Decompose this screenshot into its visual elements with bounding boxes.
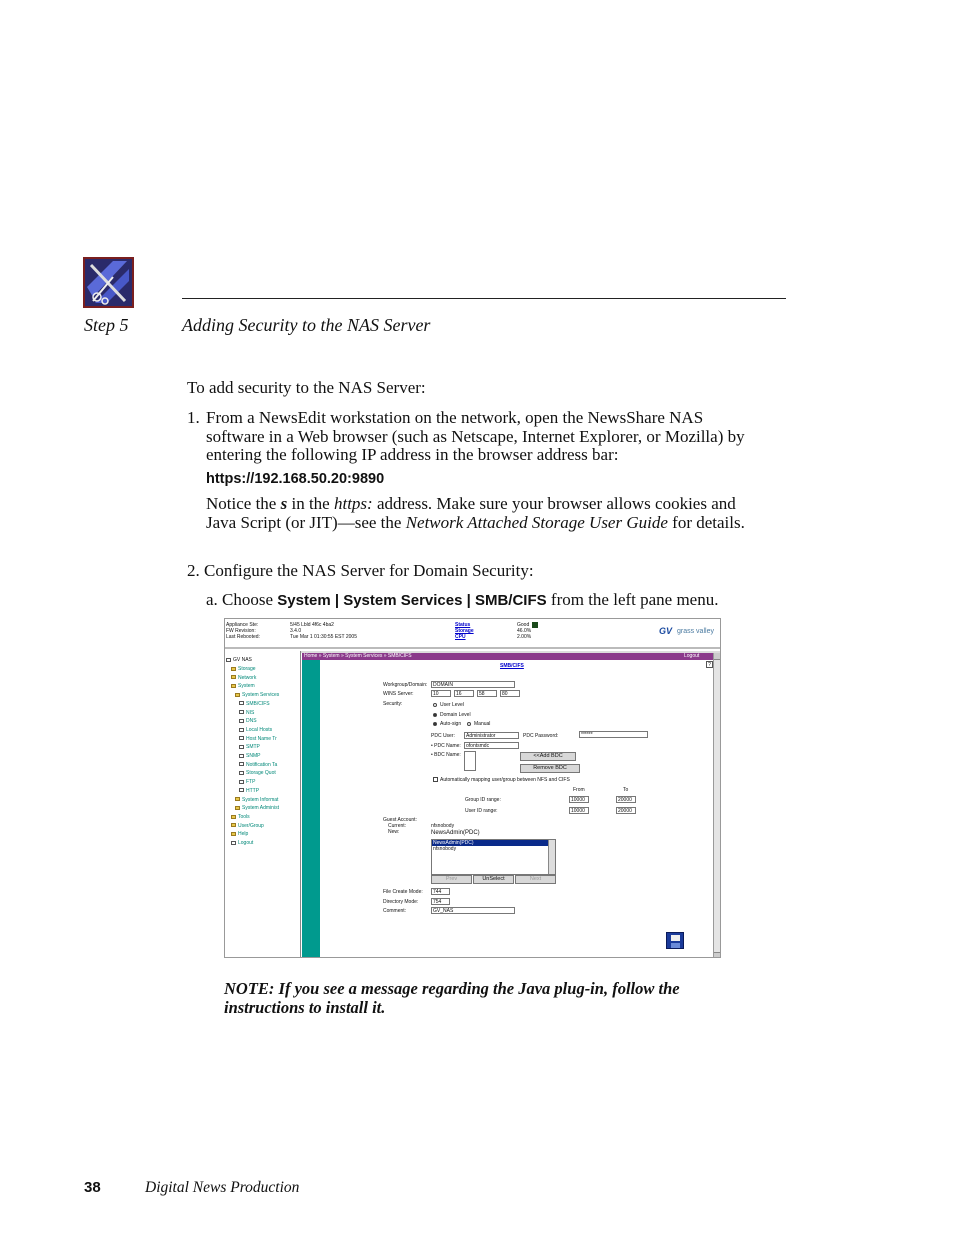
list-item-2: 2. Configure the NAS Server for Domain Security: bbox=[187, 561, 534, 580]
pdc-password-label: PDC Password: bbox=[523, 733, 559, 739]
cpu-percent: 2.00% bbox=[517, 634, 532, 640]
tree-item[interactable] bbox=[239, 753, 260, 759]
notice-text: for details. bbox=[667, 512, 745, 532]
status-link[interactable]: Status bbox=[455, 622, 471, 628]
intro-text: To add security to the NAS Server: bbox=[187, 378, 426, 397]
chapter-logo-icon bbox=[83, 257, 134, 308]
folder-icon bbox=[235, 693, 240, 697]
tree-item[interactable] bbox=[231, 683, 255, 689]
subitem-text: from the left pane menu. bbox=[546, 590, 719, 609]
group-from-input[interactable]: 10000 bbox=[569, 796, 589, 803]
user-range-label: User ID range: bbox=[465, 808, 498, 814]
user-to-input[interactable]: 20000 bbox=[616, 807, 636, 814]
tree-item-label: Logout bbox=[238, 840, 254, 846]
scroll-up-icon[interactable] bbox=[714, 653, 721, 660]
tree-item[interactable] bbox=[231, 675, 256, 681]
nas-screenshot bbox=[224, 618, 721, 958]
domain-level-radio[interactable] bbox=[433, 712, 471, 718]
wins-label: WINS Server: bbox=[383, 691, 414, 697]
status-indicator-icon bbox=[532, 622, 538, 628]
workgroup-label: Workgroup/Domain: bbox=[383, 682, 428, 688]
breadcrumb-bar bbox=[302, 653, 713, 660]
list-subitem-a bbox=[206, 591, 718, 611]
menu-path: System | System Services | SMB/CIFS bbox=[277, 592, 547, 609]
notice-text: in the bbox=[287, 494, 334, 513]
notice-https: https: bbox=[333, 494, 373, 513]
tree-item-label: Help bbox=[238, 831, 249, 838]
checkbox-label: Automatically mapping user/group between NFS and CIFS bbox=[440, 777, 570, 783]
radio-label: Manual bbox=[474, 721, 491, 727]
brand-name: grass valley bbox=[677, 628, 714, 635]
file-mode-label: File Create Mode: bbox=[383, 889, 423, 895]
folder-icon bbox=[231, 675, 236, 679]
page-icon bbox=[231, 841, 236, 845]
notice-paragraph bbox=[206, 495, 746, 532]
unselect-button[interactable]: UnSelect bbox=[473, 875, 514, 884]
tree-item[interactable] bbox=[239, 718, 257, 724]
pdc-name-label: • PDC Name: bbox=[431, 743, 461, 749]
teal-sidebar bbox=[302, 653, 320, 958]
status-good: Good bbox=[517, 622, 530, 628]
folder-icon bbox=[235, 806, 240, 810]
tree-item[interactable] bbox=[239, 770, 276, 776]
left-pane-menu bbox=[225, 651, 301, 958]
page-icon bbox=[239, 728, 244, 732]
label-fw: FW Revision: bbox=[226, 628, 256, 634]
folder-icon bbox=[231, 667, 236, 671]
value-rebooted: Tue Mar 1 01:30:55 EST 2005 bbox=[290, 634, 357, 640]
list-item-text: From a NewsEdit workstation on the network, open the NewsShare NAS software in a Web browser (such as Netscape, Internet Explorer, or Mozilla) by entering the following IP address in the browser address bar: bbox=[206, 408, 745, 464]
auto-map-checkbox[interactable] bbox=[433, 777, 570, 783]
page-icon bbox=[239, 710, 244, 714]
folder-icon bbox=[235, 797, 240, 801]
new-guest-value: NewsAdmin(PDC) bbox=[431, 830, 480, 836]
radio-label: User Level bbox=[440, 702, 464, 708]
notice-text: Notice the bbox=[206, 494, 281, 513]
tree-root-label: GV NAS bbox=[233, 657, 252, 663]
radio-icon bbox=[433, 703, 437, 707]
folder-icon bbox=[231, 823, 236, 827]
tree-item-label: System Informat bbox=[242, 796, 279, 803]
cpu-link[interactable]: CPU bbox=[455, 634, 466, 640]
group-to-input[interactable]: 20000 bbox=[616, 796, 636, 803]
tree-item-label: Tools bbox=[238, 813, 250, 820]
logout-link[interactable]: Logout bbox=[684, 653, 700, 659]
notice-text: address. Make sure your browser allows cookies and Java Script (or JIT)—see the bbox=[206, 494, 736, 532]
tree-item[interactable] bbox=[235, 692, 279, 698]
page-icon bbox=[239, 754, 244, 758]
directory-mode-label: Directory Mode: bbox=[383, 899, 419, 905]
wins-ip-3[interactable]: 58 bbox=[477, 690, 497, 697]
value-fw: 3.4.0 bbox=[290, 628, 302, 634]
comment-input[interactable]: GV_NAS bbox=[431, 907, 515, 914]
tree-item-label: DNS bbox=[246, 718, 257, 725]
tree-item[interactable] bbox=[239, 762, 277, 768]
tree-item[interactable] bbox=[239, 710, 254, 716]
page-icon bbox=[239, 780, 244, 784]
gv-logo-icon: GV bbox=[659, 626, 673, 636]
wins-ip-1[interactable]: 10 bbox=[431, 690, 451, 697]
new-label: New: bbox=[388, 829, 400, 835]
save-icon[interactable] bbox=[666, 932, 684, 949]
tree-item[interactable] bbox=[239, 788, 259, 794]
tree-item[interactable] bbox=[239, 779, 255, 785]
radio-icon bbox=[433, 722, 437, 726]
radio-icon bbox=[467, 722, 471, 726]
tree-item[interactable] bbox=[231, 814, 250, 820]
workgroup-input[interactable]: DOMAIN bbox=[431, 681, 515, 688]
breadcrumb: Home » System » System Services » SMB/CIFS bbox=[304, 653, 412, 659]
tree-item[interactable] bbox=[231, 831, 248, 837]
label-appliance: Appliance Ste: bbox=[226, 622, 259, 628]
scroll-down-icon[interactable] bbox=[714, 952, 721, 958]
tree-item[interactable] bbox=[239, 744, 260, 750]
security-label: Security: bbox=[383, 701, 403, 707]
tree-item-label: Storage Quot bbox=[246, 770, 276, 777]
tree-item-label: Notification Ta bbox=[246, 761, 278, 768]
tree-item[interactable] bbox=[231, 840, 253, 846]
tree-item-label: Host Name Tr bbox=[246, 735, 277, 742]
page-icon bbox=[239, 745, 244, 749]
tree-item-label: HTTP bbox=[246, 787, 260, 794]
header-rule bbox=[182, 298, 786, 299]
page-icon bbox=[239, 771, 244, 775]
page-icon bbox=[239, 788, 244, 792]
footer-title: Digital News Production bbox=[145, 1179, 300, 1196]
auto-sign-radio[interactable] bbox=[433, 721, 461, 727]
tree-item-label: SMB/CIFS bbox=[246, 700, 270, 707]
value-appliance: 5/45 Lbld 4f6c 4ba2 bbox=[290, 622, 334, 628]
folder-icon bbox=[231, 684, 236, 688]
list-scrollbar[interactable] bbox=[548, 840, 555, 874]
wins-ip-4[interactable]: 80 bbox=[500, 690, 520, 697]
file-mode-input[interactable]: 744 bbox=[431, 888, 450, 895]
tree-root[interactable] bbox=[226, 657, 252, 663]
list-item-number: 1. bbox=[187, 408, 200, 427]
page-icon bbox=[239, 719, 244, 723]
page-icon bbox=[239, 736, 244, 740]
help-icon[interactable]: ? bbox=[706, 661, 713, 668]
checkbox-icon bbox=[433, 777, 438, 782]
tree-item[interactable] bbox=[239, 701, 270, 707]
pdc-user-label: PDC User: bbox=[431, 733, 455, 739]
from-header: From bbox=[573, 787, 585, 793]
storage-link[interactable]: Storage bbox=[455, 628, 474, 634]
notice-s: s bbox=[280, 494, 288, 513]
tree-item[interactable] bbox=[235, 797, 278, 803]
pdc-user-input[interactable]: Administrator bbox=[464, 732, 519, 739]
list-item[interactable]: nfsnobody bbox=[433, 846, 457, 852]
tree-item-label: System Administ bbox=[242, 805, 279, 812]
tree-item[interactable] bbox=[235, 805, 279, 811]
folder-icon bbox=[231, 832, 236, 836]
nas-icon bbox=[226, 658, 231, 662]
page-icon bbox=[239, 701, 244, 705]
step-title: Adding Security to the NAS Server bbox=[182, 315, 431, 335]
section-title: SMB/CIFS bbox=[500, 663, 524, 669]
wins-ip-2[interactable]: 16 bbox=[454, 690, 474, 697]
tree-item-label: Local Hosts bbox=[246, 726, 273, 733]
tree-item-label: Storage bbox=[238, 666, 256, 672]
current-guest-value: nfsnobody bbox=[431, 823, 455, 829]
status-header bbox=[225, 619, 721, 649]
pdc-name-input[interactable]: ofontsmdc bbox=[464, 742, 519, 749]
tree-item-label: FTP bbox=[246, 779, 256, 786]
guest-account-label: Guest Account: bbox=[383, 817, 417, 823]
bdc-name-list[interactable] bbox=[464, 751, 476, 771]
tree-item[interactable] bbox=[231, 666, 256, 672]
tree-item-label: System bbox=[238, 683, 255, 690]
comment-label: Comment: bbox=[383, 908, 407, 914]
bdc-name-label: • BDC Name: bbox=[431, 752, 461, 758]
tree-item[interactable] bbox=[231, 823, 264, 829]
tree-item-label: User/Group bbox=[238, 822, 264, 829]
tree-item-label: NIS bbox=[246, 709, 255, 716]
tree-item-label: Network bbox=[238, 674, 257, 681]
tree-item-label: SMTP bbox=[246, 744, 260, 751]
subitem-text: a. Choose bbox=[206, 590, 278, 609]
notice-guide-title: Network Attached Storage User Guide bbox=[405, 512, 668, 532]
user-level-radio[interactable] bbox=[433, 702, 464, 708]
tree-item[interactable] bbox=[239, 727, 272, 733]
label-rebooted: Last Rebooted: bbox=[226, 634, 260, 640]
page-number: 38 bbox=[84, 1179, 101, 1196]
add-bdc-button[interactable]: <<Add BDC bbox=[520, 752, 576, 761]
to-header: To bbox=[623, 787, 629, 793]
current-label: Current: bbox=[388, 823, 407, 829]
prev-button[interactable]: Prev bbox=[431, 875, 472, 884]
storage-percent: 46.0% bbox=[517, 628, 532, 634]
page-icon bbox=[239, 762, 244, 766]
radio-label: Domain Level bbox=[440, 712, 471, 718]
pdc-password-input[interactable]: ****** bbox=[579, 731, 648, 738]
scrollbar[interactable] bbox=[713, 653, 721, 958]
remove-bdc-button[interactable]: Remove BDC bbox=[520, 764, 580, 773]
user-from-input[interactable]: 10000 bbox=[569, 807, 589, 814]
radio-label: Auto-sign bbox=[440, 721, 462, 727]
folder-icon bbox=[231, 815, 236, 819]
tree-item[interactable] bbox=[239, 736, 277, 742]
guest-list[interactable] bbox=[431, 839, 556, 875]
directory-mode-input[interactable]: 754 bbox=[431, 898, 450, 905]
radio-icon bbox=[433, 713, 437, 717]
nas-url: https://192.168.50.20:9890 bbox=[206, 471, 385, 487]
group-range-label: Group ID range: bbox=[465, 797, 501, 803]
java-plugin-note: NOTE: If you see a message regarding the Java plug-in, follow the instructions to install it. bbox=[224, 979, 680, 1017]
manual-radio[interactable] bbox=[467, 721, 490, 727]
tree-item-label: SNMP bbox=[246, 753, 261, 759]
list-item-selected[interactable]: NewsAdmin(PDC) bbox=[432, 840, 549, 846]
tree-item-label: System Services bbox=[242, 692, 280, 699]
step-label: Step 5 bbox=[84, 315, 129, 335]
next-button[interactable]: Next bbox=[515, 875, 556, 884]
